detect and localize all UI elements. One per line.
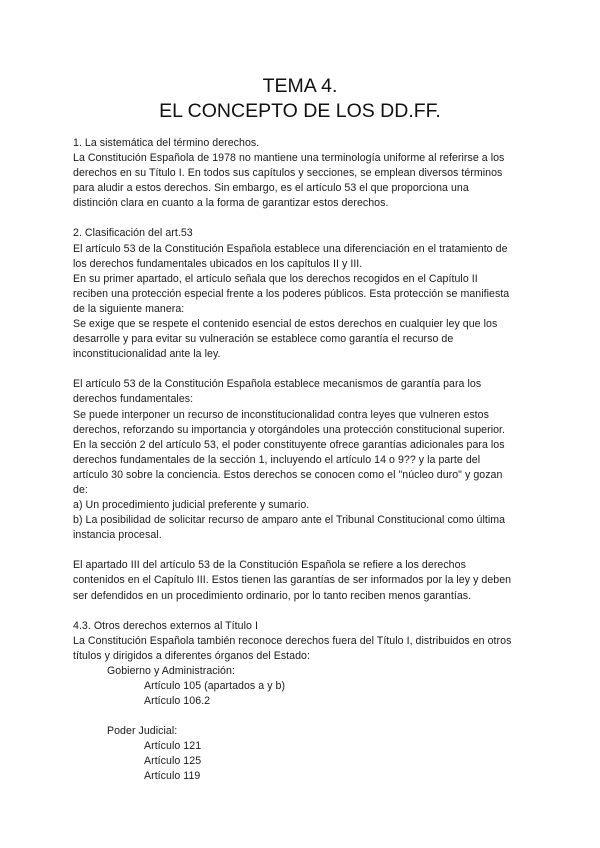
text-line: derechos fundamentales de la sección 1, incluyendo el artículo 14 o 9?? y la parte del	[73, 453, 481, 466]
list-item: Artículo 105 (apartados a y b)	[144, 680, 286, 692]
text-line: distinción clara en cuanto a la forma de garantizar estos derechos.	[73, 197, 389, 210]
text-line: La Constitución Española de 1978 no mantiene una terminología uniforme al referirse a los	[73, 152, 505, 165]
text-line: contenidos en el Capítulo III. Estos tienen las garantías de ser informados por la ley y deben	[73, 574, 512, 587]
text-line: En la sección 2 del artículo 53, el poder constituyente ofrece garantías adicionales para los	[73, 438, 505, 451]
text-line: reciben una protección especial frente a los poderes públicos. Esta protección se manifiesta	[73, 287, 510, 300]
text-line: El artículo 53 de la Constitución Española establece una diferenciación en el tratamiento de	[73, 242, 508, 255]
text-line: títulos y dirigidos a diferentes órganos del Estado:	[73, 649, 310, 662]
document-title: TEMA 4.	[262, 75, 338, 97]
text-line: derechos en su Título I. En todos sus capítulos y secciones, se emplean diversos términos	[73, 167, 503, 180]
list-item: Artículo 125	[144, 755, 202, 768]
paragraph-gap	[73, 362, 533, 377]
paragraph-gap	[73, 543, 533, 558]
section-heading: 4.3. Otros derechos externos al Título I	[73, 619, 258, 632]
text-line: derechos, reforzando su importancia y otorgándoles una protección constitucional superior.	[73, 423, 506, 436]
list-item: Artículo 119	[144, 770, 201, 783]
text-line: inconstitucionalidad ante la ley.	[73, 348, 221, 361]
document-subtitle: EL CONCEPTO DE LOS DD.FF.	[159, 100, 441, 122]
text-line: El artículo 53 de la Constitución Española establece mecanismos de garantía para los	[73, 378, 482, 391]
paragraph-gap	[73, 604, 533, 619]
text-line: desarrolle y para evitar su vulneración se establece como garantía el recurso de	[73, 333, 454, 346]
text-line: derechos fundamentales:	[73, 393, 194, 406]
paragraph-gap	[73, 211, 533, 226]
text-line: El apartado III del artículo 53 de la Constitución Española se refiere a los derechos	[73, 559, 466, 572]
paragraph-gap	[73, 709, 533, 724]
text-line: Se puede interponer un recurso de inconstitucionalidad contra leyes que vulneren estos	[73, 408, 489, 421]
text-line: instancia procesal.	[73, 529, 162, 542]
text-line: La Constitución Española también reconoce derechos fuera del Título I, distribuidos en otros	[73, 634, 512, 647]
text-line: los derechos fundamentales ubicados en los capítulos II y III.	[73, 257, 363, 270]
section-heading: 2. Clasificación del art.53	[73, 227, 193, 240]
section-heading: 1. La sistemática del término derechos.	[73, 137, 260, 149]
text-line: para aludir a estos derechos. Sin embargo, es el artículo 53 el que proporciona una	[73, 182, 469, 195]
text-line: de:	[73, 483, 88, 496]
group-label: Gobierno y Administración:	[107, 664, 235, 677]
text-line: Se exige que se respete el contenido esencial de estos derechos en cualquier ley que los	[73, 318, 498, 331]
text-line: En su primer apartado, el artículo señala que los derechos recogidos en el Capítulo II	[73, 272, 478, 285]
group-label: Poder Judicial:	[107, 725, 178, 738]
list-item: Artículo 106.2	[144, 695, 211, 708]
text-line: ser defendidos en un procedimiento ordinario, por lo tanto reciben menos garantías.	[73, 589, 472, 602]
text-line: b) La posibilidad de solicitar recurso de amparo ante el Tribunal Constitucional como última	[73, 514, 506, 527]
text-line: artículo 30 sobre la conciencia. Estos derechos se conocen como el "núcleo duro" y gozan	[73, 468, 503, 481]
list-item: Artículo 121	[144, 740, 202, 753]
text-line: de la siguiente manera:	[73, 302, 185, 315]
document-body	[73, 136, 533, 785]
text-line: a) Un procedimiento judicial preferente y sumario.	[73, 499, 310, 512]
